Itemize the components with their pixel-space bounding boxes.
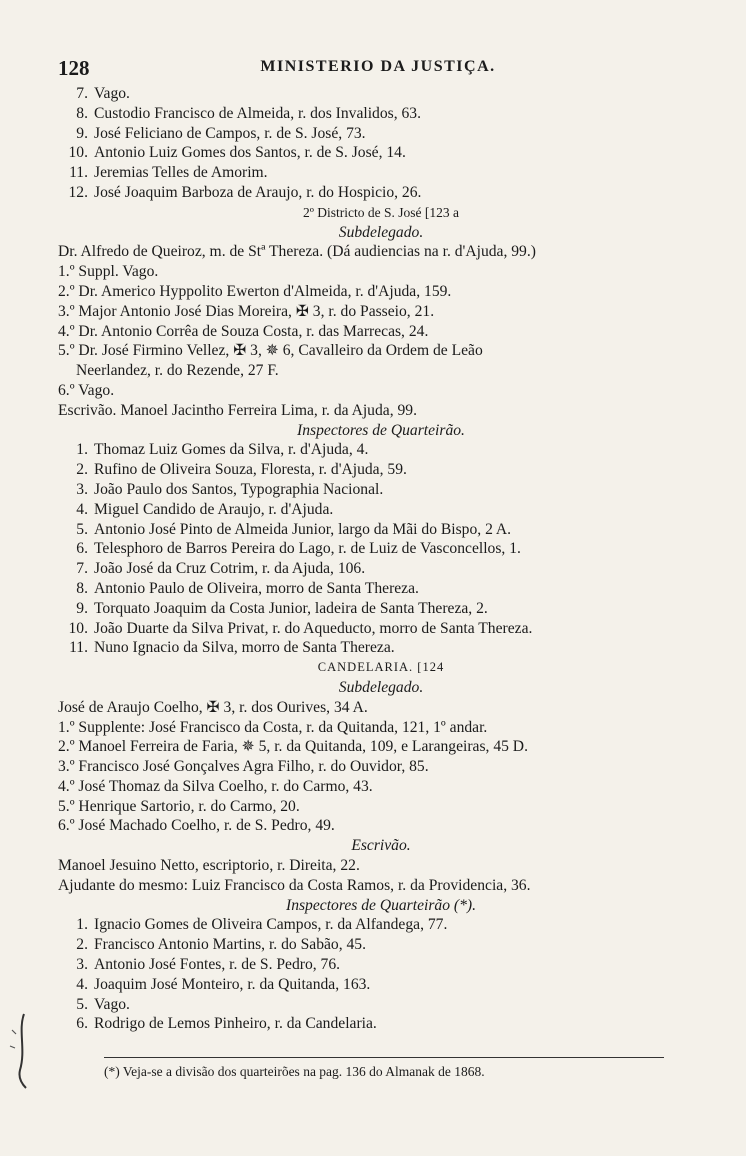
subdelegado-heading: Subdelegado.: [338, 223, 424, 241]
list-item: 5. Antonio José Pinto de Almeida Junior, largo da Mãi do Bispo, 2 A.: [76, 520, 512, 538]
page-number: 128: [58, 56, 90, 80]
list-item: 8. Antonio Paulo de Oliveira, morro de Santa Thereza.: [76, 579, 419, 597]
ajudante-line: Ajudante do mesmo: Luiz Francisco da Costa Ramos, r. da Providencia, 36.: [58, 876, 531, 894]
page-body: [58, 84, 704, 1034]
officer-line: 6.º Vago.: [58, 381, 115, 399]
escrivao-line: Manoel Jesuino Netto, escriptorio, r. Direita, 22.: [58, 857, 360, 875]
officer-line: Dr. Alfredo de Queiroz, m. de Stª Thereza. (Dá audiencias na r. d'Ajuda, 99.): [58, 243, 536, 261]
list-item: 2. Rufino de Oliveira Souza, Floresta, r. d'Ajuda, 59.: [76, 461, 407, 479]
list-item: 4. Miguel Candido de Araujo, r. d'Ajuda.: [76, 500, 334, 518]
list-item: 10. Antonio Luiz Gomes dos Santos, r. de S. José, 14.: [68, 144, 406, 162]
inspectores-list: [58, 915, 704, 1034]
officer-line: 1.º Supplente: José Francisco da Costa, r. da Quitanda, 121, 1º andar.: [58, 718, 488, 736]
list-item: 9. Torquato Joaquim da Costa Junior, ladeira de Santa Thereza, 2.: [76, 599, 488, 617]
section-heading: CANDELARIA. [124: [317, 660, 445, 675]
top-list: [58, 84, 704, 203]
list-item: 11. Nuno Ignacio da Silva, morro de Santa Thereza.: [69, 639, 395, 657]
officer-line: 2.º Manoel Ferreira de Faria, ✵ 5, r. da Quitanda, 109, e Larangeiras, 45 D.: [58, 738, 528, 756]
footnote: (*) Veja-se a divisão dos quarteirões na pag. 136 do Almanak de 1868.: [104, 1064, 485, 1079]
list-item: 4. Joaquim José Monteiro, r. da Quitanda, 163.: [76, 975, 371, 993]
list-item: 6. Telesphoro de Barros Pereira do Lago, r. de Luiz de Vasconcellos, 1.: [76, 540, 521, 558]
subdelegado-heading: Subdelegado.: [338, 678, 424, 696]
inspectores-heading: Inspectores de Quarteirão.: [297, 421, 465, 439]
escrivao-heading: Escrivão.: [351, 837, 411, 855]
list-item: 9. José Feliciano de Campos, r. de S. José, 73.: [76, 124, 366, 142]
inspectores-heading: Inspectores de Quarteirão (*).: [286, 896, 476, 914]
district-heading: 2º Districto de S. José [123 a: [302, 204, 460, 220]
list-item: 2. Francisco Antonio Martins, r. do Sabão, 45.: [76, 936, 366, 954]
officer-line: 4.º Dr. Antonio Corrêa de Souza Costa, r. das Marrecas, 24.: [58, 322, 429, 340]
officer-line: Neerlandez, r. do Rezende, 27 F.: [76, 362, 279, 380]
officer-line: 5.º Dr. José Firmino Vellez, ✠ 3, ✵ 6, Cavalleiro da Ordem de Leão: [58, 342, 483, 360]
inspectores-list: [58, 440, 704, 658]
officer-line: 2.º Dr. Americo Hyppolito Ewerton d'Almeida, r. d'Ajuda, 159.: [58, 282, 452, 300]
officer-line: 6.º José Machado Coelho, r. de S. Pedro, 49.: [58, 817, 335, 835]
officer-line: 3.º Francisco José Gonçalves Agra Filho, r. do Ouvidor, 85.: [58, 758, 429, 776]
officer-line: 3.º Major Antonio José Dias Moreira, ✠ 3, r. do Passeio, 21.: [58, 302, 435, 320]
footnote-divider: [104, 1057, 664, 1058]
binding-edge-mark: [6, 1010, 32, 1090]
page-header: [58, 56, 698, 80]
list-item: 1. Ignacio Gomes de Oliveira Campos, r. da Alfandega, 77.: [76, 916, 448, 934]
list-item: 5. Vago.: [76, 995, 130, 1013]
list-item: 3. Antonio José Fontes, r. de S. Pedro, 76.: [76, 956, 341, 974]
list-item: 1. Thomaz Luiz Gomes da Silva, r. d'Ajuda, 4.: [76, 441, 369, 459]
list-item: 10. João Duarte da Silva Privat, r. do Aqueducto, morro de Santa Thereza.: [68, 619, 533, 637]
running-title: MINISTERIO DA JUSTIÇA.: [260, 58, 496, 75]
list-item: 7. Vago.: [76, 85, 130, 102]
list-item: 7. João José da Cruz Cotrim, r. da Ajuda, 106.: [76, 560, 366, 578]
list-item: 12. José Joaquim Barboza de Araujo, r. do Hospicio, 26.: [68, 183, 422, 201]
list-item: 3. João Paulo dos Santos, Typographia Nacional.: [76, 480, 384, 498]
officer-line: 4.º José Thomaz da Silva Coelho, r. do Carmo, 43.: [58, 777, 373, 795]
escrivao-line: Escrivão. Manoel Jacintho Ferreira Lima, r. da Ajuda, 99.: [58, 401, 417, 419]
list-item: 6. Rodrigo de Lemos Pinheiro, r. da Candelaria.: [76, 1015, 377, 1033]
list-item: 8. Custodio Francisco de Almeida, r. dos Invalidos, 63.: [76, 104, 422, 122]
officer-line: 5.º Henrique Sartorio, r. do Carmo, 20.: [58, 797, 300, 815]
officer-line: 1.º Suppl. Vago.: [58, 263, 159, 281]
list-item: 11. Jeremias Telles de Amorim.: [69, 164, 268, 182]
officer-line: José de Araujo Coelho, ✠ 3, r. dos Ourives, 34 A.: [58, 698, 368, 716]
